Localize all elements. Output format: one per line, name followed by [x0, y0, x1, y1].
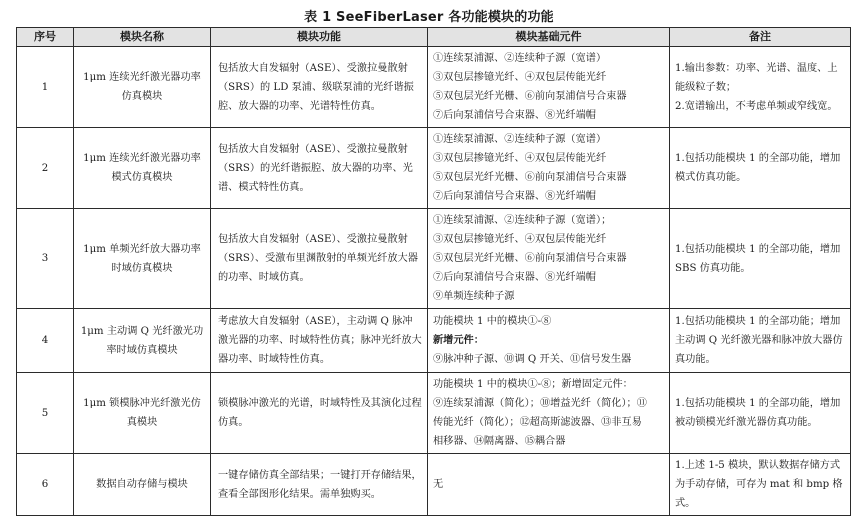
row-number: 2 — [17, 128, 74, 209]
note-line: 1.输出参数：功率、光谱、温度、上能级粒子数； — [675, 62, 838, 93]
element-line: ③双包层掺镱光纤、④双包层传能光纤 — [433, 234, 607, 245]
row-number: 4 — [17, 309, 74, 373]
col-header-no: 序号 — [17, 28, 74, 47]
element-line: 新增元件： — [433, 334, 484, 346]
note-line: 1.包括功能模块 1 的全部功能，增加 SBS 仿真功能。 — [675, 243, 841, 274]
note-line: 2.宽谱输出，不考虑单频或窄线宽。 — [675, 100, 838, 112]
element-line: 相移器、⑭隔离器、⑮耦合器 — [433, 436, 566, 447]
element-line: ⑦后向泵浦信号合束器、⑧光纤端帽 — [433, 191, 596, 202]
note-line: 1.包括功能模块 1 的全部功能，增加被动锁模光纤激光器仿真功能。 — [675, 398, 841, 428]
module-name: 1μm 主动调 Q 光纤激光功率时域仿真模块 — [74, 309, 211, 373]
row-number: 6 — [17, 454, 74, 516]
table-row — [17, 209, 851, 309]
row-number: 5 — [17, 373, 74, 454]
col-header-elements: 模块基础元件 — [428, 28, 670, 47]
module-notes — [670, 309, 851, 373]
col-header-function: 模块功能 — [211, 28, 428, 47]
module-function: 考虑放大自发辐射（ASE），主动调 Q 脉冲激光器的功率、时域特性仿真；脉冲光纤放大器功率、时域特性仿真。 — [211, 309, 428, 373]
module-name: 数据自动存储与模块 — [74, 454, 211, 516]
module-name: 1μm 连续光纤激光器功率模式仿真模块 — [74, 128, 211, 209]
element-line: ①连续泵浦源、②连续种子源（宽谱） — [433, 134, 607, 145]
module-name: 1μm 锁模脉冲光纤激光仿真模块 — [74, 373, 211, 454]
table-row — [17, 47, 851, 128]
element-line: ⑦后向泵浦信号合束器、⑧光纤端帽 — [433, 110, 596, 121]
table-row — [17, 454, 851, 516]
col-header-name: 模块名称 — [74, 28, 211, 47]
header-row — [17, 28, 851, 47]
module-notes — [670, 373, 851, 454]
element-line: 传能光纤（简化）；⑫超高斯滤波器、⑬非互易 — [433, 417, 642, 428]
module-elements — [428, 454, 670, 516]
note-line: 1.包括功能模块 1 的全部功能，增加模式仿真功能。 — [675, 153, 841, 183]
module-function: 包括放大自发辐射（ASE）、受激拉曼散射（SRS）、受激布里渊散射的单频光纤放大器的功率、时域仿真。 — [211, 209, 428, 309]
table-row — [17, 128, 851, 209]
module-function: 锁模脉冲激光的光谱，时域特性及其演化过程仿真。 — [211, 373, 428, 454]
element-line: ①连续泵浦源、②连续种子源（宽谱） — [433, 53, 607, 64]
element-line: ⑤双包层光纤光栅、⑥前向泵浦信号合束器 — [433, 172, 627, 183]
function-table — [16, 27, 851, 516]
element-line: ①连续泵浦源、②连续种子源（宽谱）； — [433, 215, 612, 226]
element-line: ⑤双包层光纤光栅、⑥前向泵浦信号合束器 — [433, 91, 627, 102]
module-elements — [428, 209, 670, 309]
col-header-notes: 备注 — [670, 28, 851, 47]
element-line: ⑨连续泵浦源（简化）；⑩增益光纤（简化）；⑪ — [433, 398, 647, 409]
table-title: 表 1 SeeFiberLaser 各功能模块的功能 — [304, 10, 554, 25]
module-function: 一键存储仿真全部结果；一键打开存储结果，查看全部图形化结果。需单独购买。 — [211, 454, 428, 516]
element-line: ⑦后向泵浦信号合束器、⑧光纤端帽 — [433, 272, 596, 283]
element-line: ③双包层掺镱光纤、④双包层传能光纤 — [433, 72, 607, 83]
module-name: 1μm 单频光纤放大器功率时域仿真模块 — [74, 209, 211, 309]
module-name: 1μm 连续光纤激光器功率仿真模块 — [74, 47, 211, 128]
module-elements — [428, 309, 670, 373]
module-elements — [428, 373, 670, 454]
table-row — [17, 373, 851, 454]
element-line: ③双包层掺镱光纤、④双包层传能光纤 — [433, 153, 607, 164]
module-elements — [428, 128, 670, 209]
module-function: 包括放大自发辐射（ASE）、受激拉曼散射（SRS）的光纤谐振腔、放大器的功率、光谱、模式特性仿真。 — [211, 128, 428, 209]
element-line: 功能模块 1 中的模块①-⑧；新增固定元件： — [433, 379, 633, 390]
page-continuation — [16, 517, 850, 521]
element-line: ⑨脉冲种子源、⑩调 Q 开关、⑪信号发生器 — [433, 354, 632, 365]
module-notes — [670, 454, 851, 516]
note-line: 1.上述 1-5 模块，默认数据存储方式为手动存储，可存为 mat 和 bmp 格式。 — [675, 460, 843, 509]
note-line: 1.包括功能模块 1 的全部功能；增加主动调 Q 光纤激光器和脉冲放大器仿真功能。 — [675, 316, 843, 365]
module-notes — [670, 47, 851, 128]
module-notes — [670, 128, 851, 209]
module-function: 包括放大自发辐射（ASE）、受激拉曼散射（SRS）的 LD 泵浦、级联泵浦的光纤谐振腔、放大器的功率、光谱特性仿真。 — [211, 47, 428, 128]
element-line: 无 — [433, 479, 444, 490]
row-number: 3 — [17, 209, 74, 309]
module-notes — [670, 209, 851, 309]
module-elements — [428, 47, 670, 128]
element-line: ⑤双包层光纤光栅、⑥前向泵浦信号合束器 — [433, 253, 627, 264]
table-row — [17, 309, 851, 373]
element-line: 功能模块 1 中的模块①-⑧ — [433, 316, 552, 327]
row-number: 1 — [17, 47, 74, 128]
element-line: ⑨单频连续种子源 — [433, 291, 515, 302]
